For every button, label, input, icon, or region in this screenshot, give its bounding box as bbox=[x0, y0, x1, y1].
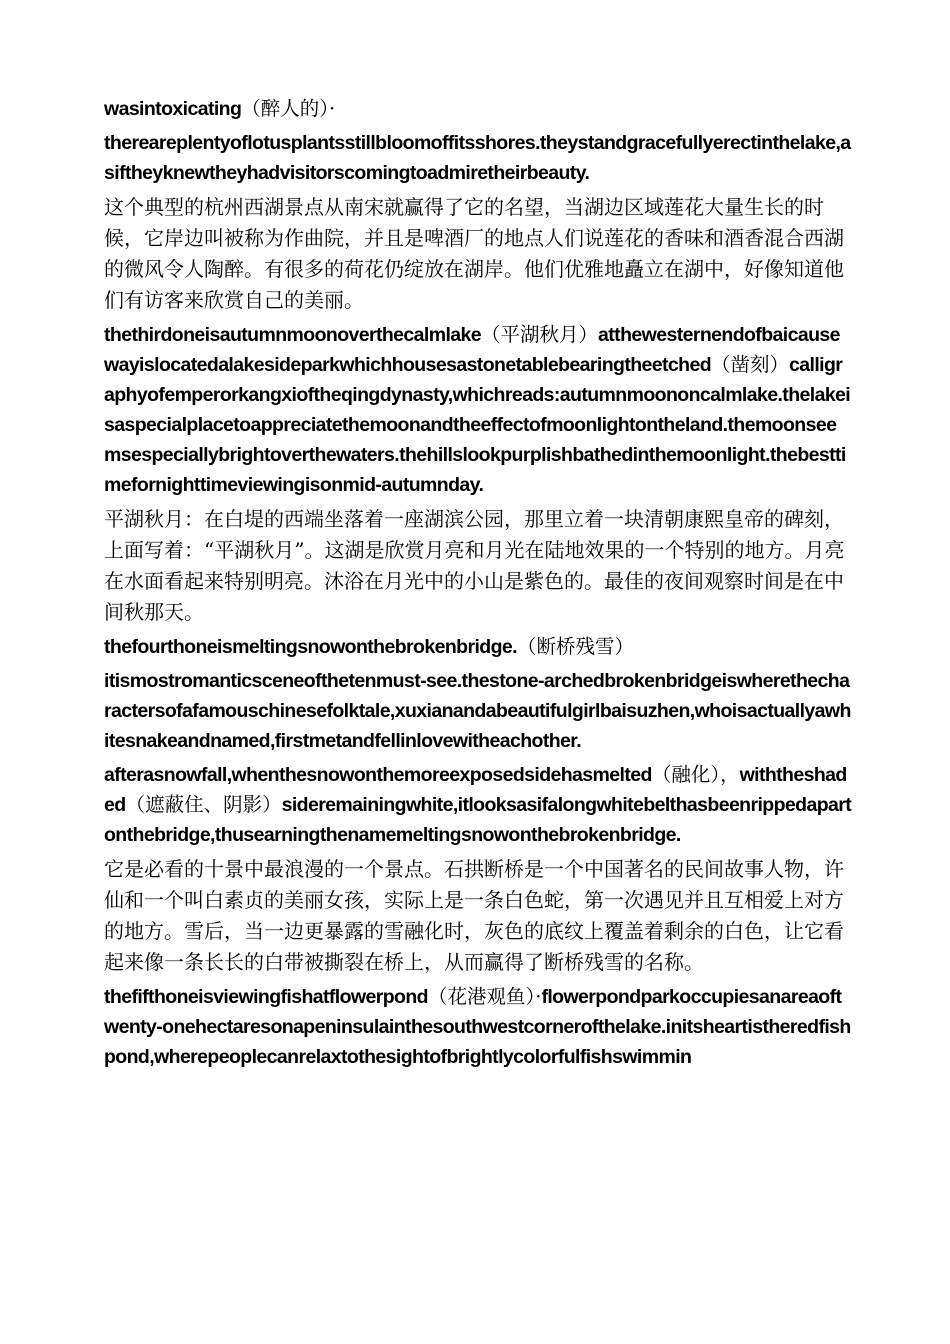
english-text: sideremainingwhite,itlooksasifalongwhitebelthasbeenrippedapartonthebridge,thusearningthenamemeltingsnowonthebrokenbridge. bbox=[104, 794, 852, 846]
english-paragraph bbox=[104, 760, 852, 850]
chinese-annotation: （融化）， bbox=[651, 763, 740, 786]
english-text: thethirdoneisautumnmoonoverthecalmlake bbox=[104, 324, 482, 346]
english-text: thefifthoneisviewingfishatflowerpond bbox=[104, 986, 428, 1008]
chinese-annotation: （醉人的）· bbox=[241, 97, 336, 120]
chinese-annotation: （凿刻） bbox=[711, 353, 790, 376]
english-text: thereareplentyoflotusplantsstillbloomoffitsshores.theystandgracefullyerectinthelake,asiftheyknewtheyhadvisitorscomingtoadmiretheirbeauty. bbox=[104, 132, 851, 184]
english-text: wasintoxicating bbox=[104, 98, 242, 120]
english-paragraph bbox=[104, 94, 852, 124]
chinese-annotation: （平湖秋月） bbox=[481, 323, 599, 346]
chinese-annotation: （断桥残雪） bbox=[516, 635, 634, 658]
english-paragraph bbox=[104, 666, 852, 756]
english-paragraph bbox=[104, 982, 852, 1072]
english-paragraph bbox=[104, 128, 852, 188]
english-paragraph bbox=[104, 632, 852, 662]
english-text: afterasnowfall,whenthesnowonthemoreexposedsidehasmelted bbox=[104, 764, 652, 786]
chinese-paragraph: 平湖秋月：在白堤的西端坐落着一座湖滨公园，那里立着一块清朝康熙皇帝的碑刻，上面写着：“平湖秋月”。这湖是欣赏月亮和月光在陆地效果的一个特别的地方。月亮在水面看起来特别明亮。沐浴在月光中的小山是紫色的。最佳的夜间观察时间是在中间秋那天。 bbox=[104, 507, 845, 624]
english-text: thefourthoneismeltingsnowonthebrokenbridge. bbox=[104, 636, 517, 658]
chinese-paragraph: 这个典型的杭州西湖景点从南宋就赢得了它的名望，当湖边区域莲花大量生长的时候，它岸边叫被称为作曲院，并且是啤酒厂的地点人们说莲花的香味和酒香混合西湖的微风令人陶醉。有很多的荷花仍绽放在湖岸。他们优雅地矗立在湖中，好像知道他们有访客来欣赏自己的美丽。 bbox=[104, 195, 844, 312]
english-text: itismostromanticsceneofthetenmust-see.thestone-archedbrokenbridgeiswherethecharactersofafamouschinesefolktale,xuxianandabeautifulgirlbaisuzhen,whoisactuallyawhitesnakeandnamed,firstmetandfellinlovewitheachother. bbox=[104, 670, 851, 752]
document-page bbox=[104, 94, 852, 1072]
chinese-annotation: （遮蔽住、阴影） bbox=[125, 793, 282, 816]
english-paragraph bbox=[104, 320, 852, 500]
english-text: atthewesternendofbaicausewayislocatedalakesideparkwhichhousesastonetablebearingtheetched bbox=[104, 324, 840, 376]
english-text: flowerpondparkoccupiesanareaoftwenty-onehectaresonapeninsulainthesouthwestcornerofthelake.initsheartistheredfishpond,wherepeoplecanrelaxtothesightofbrightlycolorfulfishswimmin bbox=[104, 986, 851, 1068]
chinese-paragraph: 它是必看的十景中最浪漫的一个景点。石拱断桥是一个中国著名的民间故事人物，许仙和一个叫白素贞的美丽女孩，实际上是一条白色蛇，第一次遇见并且互相爱上对方的地方。雪后，当一边更暴露的雪融化时，灰色的底纹上覆盖着剩余的白色，让它看起来像一条长长的白带被撕裂在桥上，从而赢得了断桥残雪的名称。 bbox=[104, 857, 844, 974]
chinese-annotation: （花港观鱼）· bbox=[427, 985, 542, 1008]
english-text: calligraphyofemperorkangxioftheqingdynasty,whichreads:autumnmoononcalmlake.thelakeisaspecialplacetoappreciatethemoonandtheeffectofmoonlightontheland.themoonseemsespeciallybrightoverthewaters.thehillslookpurplishbathedinthemoonlight.thebesttimefornighttimeviewingisonmid-autumnday. bbox=[104, 354, 851, 496]
english-text: withtheshaded bbox=[104, 764, 847, 816]
